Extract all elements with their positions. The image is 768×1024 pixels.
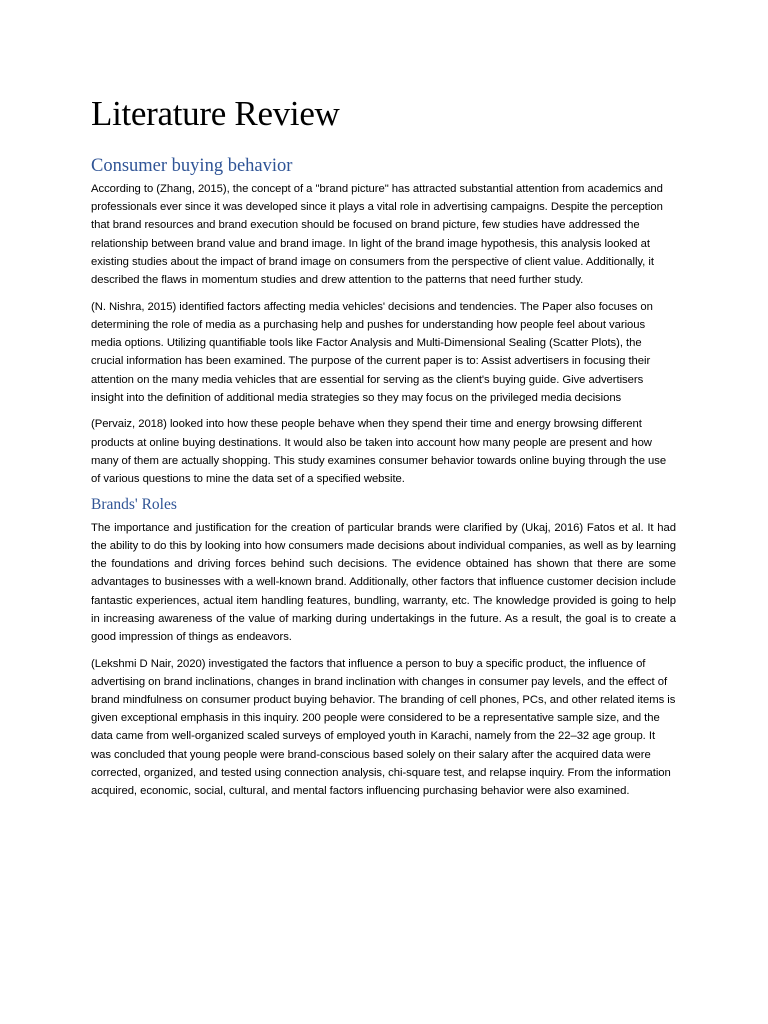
paragraph-pervaiz-2018: (Pervaiz, 2018) looked into how these people behave when they spend their time and energy browsing different products at online buying destinations. It would also be taken into account how many people are present and how many of them are actually shopping. This study examines consumer behavior towards online buying through the use of various questions to mine the data set of a specified website. bbox=[91, 418, 667, 486]
document-title: Literature Review bbox=[91, 94, 340, 133]
paragraph-zhang-2015: According to (Zhang, 2015), the concept of a "brand picture" has attracted substantial attention from academics and professionals ever since it was developed since it plays a vital role in advertising campaigns. Despite the perception that brand resources and brand execution should be focused on brand picture, few studies have addressed the relationship between brand value and brand image. In light of the brand image hypothesis, this analysis looked at existing studies about the impact of brand image on consumers from the perspective of client value. Additionally, it described the flaws in momentum studies and drew attention to the patterns that need further study. bbox=[91, 183, 663, 287]
document-page bbox=[91, 92, 676, 809]
section-heading-consumer-buying-behavior: Consumer buying behavior bbox=[91, 156, 293, 176]
paragraph-ukaj-2016: The importance and justification for the creation of particular brands were clarified by (Ukaj, 2016) Fatos et al. It had the ability to do this by looking into how consumers made decisions about individual companies, as well as by learning the foundations and driving forces behind such decisions. The evidence obtained has shown that there are some advantages to businesses with a well-known brand. Additionally, other factors that influence customer decision include fantastic experiences, actual item handling features, bundling, warranty, etc. The knowledge provided is going to help in increasing awareness of the value of marking during undertakings in the future. As a result, the goal is to create a good impression of things as endeavors. bbox=[91, 521, 676, 643]
paragraph-nishra-2015: (N. Nishra, 2015) identified factors affecting media vehicles' decisions and tendencies. The Paper also focuses on determining the role of media as a purchasing help and pushes for understanding how people feel about various media options. Utilizing quantifiable tools like Factor Analysis and Multi-Dimensional Sealing (Scatter Plots), the crucial information has been examined. The purpose of the current paper is to: Assist advertisers in focusing their attention on the many media vehicles that are essential for serving as the client's buying guide. Give advertisers insight into the definition of additional media strategies so they may focus on the privileged media decisions bbox=[91, 300, 653, 404]
section-heading-brands-roles: Brands' Roles bbox=[91, 495, 177, 513]
paragraph-nair-2020: (Lekshmi D Nair, 2020) investigated the factors that influence a person to buy a specific product, the influence of advertising on brand inclinations, changes in brand inclination with changes in consumer pay levels, and the effect of brand mindfulness on consumer product buying behavior. The branding of cell phones, PCs, and other related items is given exceptional emphasis in this inquiry. 200 people were considered to be a representative sample size, and the data came from well-organized scaled surveys of employed youth in Karachi, namely from the 22–32 age group. It was concluded that young people were brand-conscious based solely on their salary after the acquired data were corrected, organized, and tested using connection analysis, chi-square test, and relapse inquiry. From the information acquired, economic, social, cultural, and mental factors influencing purchasing behavior were also examined. bbox=[91, 657, 676, 798]
